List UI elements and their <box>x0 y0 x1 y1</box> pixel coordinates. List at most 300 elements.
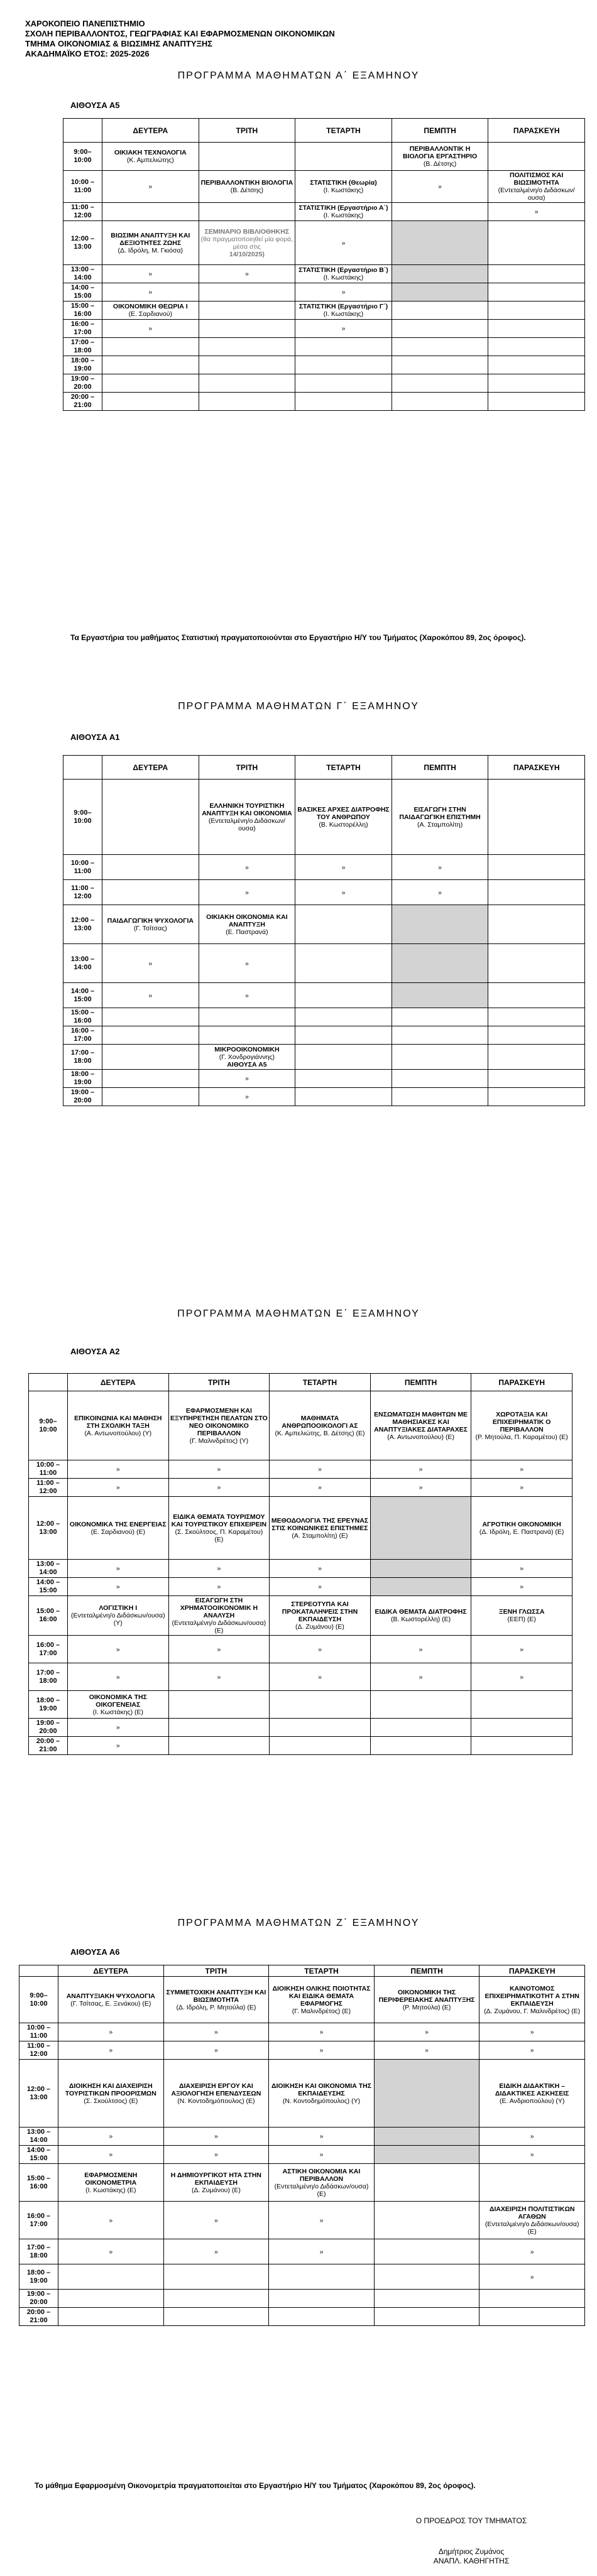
ditto-mark: » <box>419 1484 423 1491</box>
schedule-cell <box>392 1070 488 1088</box>
schedule-cell <box>269 2239 375 2264</box>
schedule-cell <box>370 1460 471 1479</box>
schedule-cell <box>102 143 199 171</box>
course-instructor: (Β. Κωστορέλλη) (Ε) <box>391 1616 451 1623</box>
time-slot: 18:00 – 19:00 <box>19 2264 58 2290</box>
time-slot-row <box>19 2264 585 2290</box>
schedule-cell <box>68 1460 169 1479</box>
schedule-cell <box>102 338 199 356</box>
time-header <box>63 756 102 780</box>
schedule-cell <box>479 2264 585 2290</box>
ditto-mark: » <box>214 2216 218 2224</box>
schedule-cell <box>102 905 199 944</box>
schedule-cell <box>488 983 585 1008</box>
course-instructor: (Γ. Τσίτσας, Ε. Ξενάκου) (Ε) <box>70 1999 151 2008</box>
course-instructor: (Δ. Ιδρόλη, Μ. Γκιόσα) <box>118 246 183 254</box>
schedule-cell <box>168 1663 270 1691</box>
schedule-cell <box>488 356 585 374</box>
time-slot-row <box>63 356 585 374</box>
schedule-cell <box>295 1008 392 1026</box>
day-header: ΤΕΤΑΡΤΗ <box>270 1374 371 1391</box>
schedule-cell <box>370 1719 471 1737</box>
schedule-table-z <box>19 1965 585 2326</box>
schedule-cell <box>168 1737 270 1755</box>
schedule-cell <box>392 171 488 203</box>
schedule-cell <box>295 302 392 320</box>
course-instructor: (Γ. Χονδρογιάννης) <box>219 1053 275 1061</box>
schedule-cell <box>392 356 488 374</box>
ditto-mark: » <box>116 1724 120 1731</box>
time-slot-row <box>63 855 585 880</box>
header-line-school: ΣΧΟΛΗ ΠΕΡΙΒΑΛΛΟΝΤΟΣ, ΓΕΩΓΡΑΦΙΑΣ ΚΑΙ ΕΦΑΡΜΟΣΜΕΝΩΝ ΟΙΚΟΝΟΜΙΚΩΝ <box>25 29 335 38</box>
schedule-cell <box>58 2308 164 2326</box>
schedule-cell <box>68 1560 169 1578</box>
schedule-cell <box>102 1045 199 1070</box>
course-instructor: (Εντεταλμένη/ο Διδάσκων/ουσα) (Ε) <box>172 1619 266 1634</box>
course-title: ΟΙΚΟΝΟΜΙΚΑ ΤΗΣ ΕΝΕΡΓΕΙΑΣ <box>69 1520 167 1528</box>
schedule-cell <box>58 2023 164 2041</box>
schedule-cell <box>370 1497 471 1560</box>
schedule-cell <box>488 1088 585 1106</box>
schedule-cell <box>488 1045 585 1070</box>
time-slot: 11:00 – 12:00 <box>63 203 102 221</box>
room-label-e: ΑΙΘΟΥΣΑ Α2 <box>70 1347 120 1356</box>
schedule-cell <box>392 905 488 944</box>
section-title-z: ΠΡΟΓΡΑΜΜΑ ΜΑΘΗΜΑΤΩΝ Ζ΄ ΕΞΑΜΗΝΟΥ <box>177 1918 420 1928</box>
time-slot: 14:00 – 15:00 <box>29 1578 68 1596</box>
course-title: ΕΦΑΡΜΟΣΜΕΝΗ ΚΑΙ ΕΞΥΠΗΡΕΤΗΣΗ ΠΕΛΑΤΩΝ ΣΤΟ ΝΕΟ ΟΙΚΟΝΟΜΙΚΟ ΠΕΡΙΒΑΛΛΟΝ <box>170 1406 268 1437</box>
course-instructor: (Εντεταλμένη/ο Διδάσκων/ουσα) (Ε) <box>274 2182 369 2198</box>
schedule-cell <box>488 944 585 983</box>
ditto-mark: » <box>341 888 346 896</box>
time-slot-row <box>29 1596 572 1636</box>
ditto-mark: » <box>217 1645 221 1653</box>
schedule-cell <box>488 1026 585 1045</box>
course-instructor: (Ε. Παστρανά) <box>226 928 268 936</box>
schedule-cell <box>374 2128 479 2146</box>
header-line-department: ΤΜΗΜΑ ΟΙΚΟΝΟΜΙΑΣ & ΒΙΩΣΙΜΗΣ ΑΝΑΠΤΥΞΗΣ <box>25 39 213 48</box>
schedule-cell <box>102 1008 199 1026</box>
ditto-mark: » <box>419 1673 423 1681</box>
time-slot-row <box>19 2308 585 2326</box>
schedule-cell <box>163 2128 269 2146</box>
schedule-cell <box>295 780 392 855</box>
course-instructor: (θα πραγματοποιηθεί μία φορά, μέσα στις <box>200 235 293 251</box>
schedule-table-c <box>63 755 585 1106</box>
ditto-mark: » <box>318 1465 322 1473</box>
schedule-cell <box>102 1026 199 1045</box>
schedule-cell <box>168 1719 270 1737</box>
schedule-cell <box>168 1560 270 1578</box>
time-slot-row <box>19 2146 585 2164</box>
schedule-cell <box>102 880 199 905</box>
ditto-mark: » <box>520 1565 524 1572</box>
course-title: ΒΑΣΙΚΕΣ ΑΡΧΕΣ ΔΙΑΤΡΟΦΗΣ ΤΟΥ ΑΝΘΡΩΠΟΥ <box>297 805 390 821</box>
ditto-mark: » <box>109 2028 113 2036</box>
schedule-cell <box>488 880 585 905</box>
schedule-cell <box>199 320 295 338</box>
schedule-cell <box>392 1008 488 1026</box>
schedule-cell <box>102 393 199 411</box>
ditto-mark: » <box>244 1075 249 1082</box>
schedule-cell <box>270 1596 371 1636</box>
course-instructor: (Ε. Σαρδιανού) (Ε) <box>90 1528 145 1536</box>
day-header: ΔΕΥΤΕΡΑ <box>102 756 199 780</box>
ditto-mark: » <box>534 208 539 215</box>
schedule-cell <box>199 1070 295 1088</box>
schedule-cell <box>295 393 392 411</box>
schedule-cell <box>295 320 392 338</box>
course-instructor: (Ε. Σαρδιανού) <box>128 310 173 318</box>
time-slot-row <box>63 880 585 905</box>
ditto-mark: » <box>244 863 249 871</box>
schedule-cell <box>168 1479 270 1497</box>
course-instructor: (Ι. Κωστάκης) (Ε) <box>92 1708 144 1716</box>
ditto-mark: » <box>148 183 153 190</box>
ditto-mark: » <box>520 1465 524 1473</box>
ditto-mark: » <box>520 1673 524 1681</box>
schedule-cell <box>270 1391 371 1460</box>
header-row <box>29 1374 572 1391</box>
ditto-mark: » <box>214 2151 218 2158</box>
ditto-mark: » <box>217 1465 221 1473</box>
course-instructor: (Ι. Κωστάκης) <box>323 274 364 281</box>
schedule-cell <box>58 2290 164 2308</box>
ditto-mark: » <box>319 2247 324 2256</box>
header-line-university: ΧΑΡΟΚΟΠΕΙΟ ΠΑΝΕΠΙΣΤΗΜΙΟ <box>25 19 145 28</box>
schedule-cell <box>392 283 488 302</box>
schedule-cell <box>479 2290 585 2308</box>
time-slot: 10:00 – 11:00 <box>63 171 102 203</box>
schedule-cell <box>295 374 392 393</box>
schedule-cell <box>392 983 488 1008</box>
time-slot-row <box>63 1070 585 1088</box>
course-title: ΠΟΛΙΤΙΣΜΟΣ ΚΑΙ ΒΙΩΣΙΜΟΤΗΤΑ <box>510 171 564 187</box>
schedule-cell <box>488 1008 585 1026</box>
time-slot: 15:00 – 16:00 <box>29 1596 68 1636</box>
schedule-cell <box>471 1737 572 1755</box>
ditto-mark: » <box>319 2151 324 2158</box>
course-instructor: (Γ. Μαλινδρέτος) (Υ) <box>189 1437 249 1445</box>
course-title: ΠΕΡΙΒΑΛΛΟΝΤΙΚΗ ΒΙΟΛΟΓΙΑ <box>200 179 293 187</box>
schedule-cell <box>102 855 199 880</box>
schedule-cell <box>295 283 392 302</box>
schedule-cell <box>270 1719 371 1737</box>
course-instructor: (Ι. Κωστάκης) (Ε) <box>85 2186 136 2194</box>
time-slot-row <box>63 983 585 1008</box>
ditto-mark: » <box>318 1565 322 1572</box>
schedule-cell <box>269 2202 375 2239</box>
course-title: ΔΙΟΙΚΗΣΗ ΚΑΙ ΟΙΚΟΝΟΜΙΑ ΤΗΣ ΕΚΠΑΙΔΕΥΣΗΣ <box>271 2082 372 2097</box>
ditto-mark: » <box>116 1465 120 1473</box>
schedule-cell <box>392 1026 488 1045</box>
course-title: ΕΛΛΗΝΙΚΗ ΤΟΥΡΙΣΤΙΚΗ ΑΝΑΠΤΥΞΗ ΚΑΙ ΟΙΚΟΝΟΜΙΑ <box>202 802 292 817</box>
time-slot-row <box>19 2202 585 2239</box>
schedule-cell <box>58 2128 164 2146</box>
schedule-cell <box>392 203 488 221</box>
ditto-mark: » <box>109 2133 113 2140</box>
time-slot: 17:00 – 18:00 <box>29 1663 68 1691</box>
schedule-cell <box>370 1737 471 1755</box>
schedule-cell <box>168 1460 270 1479</box>
time-slot: 13:00 – 14:00 <box>63 944 102 983</box>
schedule-cell <box>479 2202 585 2239</box>
schedule-cell <box>374 2060 479 2128</box>
schedule-cell <box>392 1045 488 1070</box>
schedule-cell <box>488 143 585 171</box>
schedule-cell <box>488 265 585 283</box>
time-header <box>63 119 102 143</box>
ditto-mark: » <box>148 270 153 278</box>
schedule-cell <box>479 2239 585 2264</box>
course-title: ΔΙΟΙΚΗΣΗ ΟΛΙΚΗΣ ΠΟΙΟΤΗΤΑΣ ΚΑΙ ΕΙΔΙΚΑ ΘΕΜΑΤΑ ΕΦΑΡΜΟΓΗΣ <box>272 1984 371 2008</box>
schedule-cell <box>471 1479 572 1497</box>
ditto-mark: » <box>244 959 249 967</box>
course-instructor: (Εντεταλμένη/ο Διδάσκων/ουσα) (Υ) <box>70 1612 165 1627</box>
schedule-cell <box>374 1977 479 2023</box>
schedule-cell <box>163 2023 269 2041</box>
schedule-cell <box>295 143 392 171</box>
time-slot-row <box>63 1045 585 1070</box>
course-instructor: (Γ. Μαλινδρέτος) (Ε) <box>292 2007 351 2015</box>
schedule-cell <box>374 2239 479 2264</box>
schedule-cell <box>295 983 392 1008</box>
schedule-cell <box>295 944 392 983</box>
course-title: ΠΕΡΙΒΑΛΛΟΝΤΙΚ Η ΒΙΟΛΟΓΙΑ ΕΡΓΑΣΤΗΡΙΟ <box>403 145 478 160</box>
ditto-mark: » <box>148 991 153 999</box>
schedule-cell <box>374 2146 479 2164</box>
course-date: 14/10/2025) <box>229 250 265 258</box>
ditto-mark: » <box>244 888 249 896</box>
ditto-mark: » <box>319 2028 324 2036</box>
time-slot-row <box>29 1560 572 1578</box>
schedule-cell <box>295 221 392 265</box>
schedule-cell <box>488 780 585 855</box>
course-title: ΟΙΚΟΝΟΜΙΚΗ ΘΕΩΡΙΑ Ι <box>112 303 188 310</box>
schedule-cell <box>392 302 488 320</box>
course-instructor: (Ρ. Μητούλα, Π. Καραμέτου) (Ε) <box>475 1433 568 1441</box>
ditto-mark: » <box>217 1583 221 1590</box>
schedule-cell <box>102 356 199 374</box>
course-title: Η ΔΗΜΙΟΥΡΓΙΚΟΤ ΗΤΑ ΣΤΗΝ ΕΚΠΑΙΔΕΥΣΗ <box>170 2171 261 2187</box>
ditto-mark: » <box>341 288 346 296</box>
course-title: ΔΙΑΧΕΙΡΙΣΗ ΠΟΛΙΤΙΣΤΙΚΩΝ ΑΓΑΘΩΝ <box>489 2205 575 2220</box>
schedule-cell <box>199 356 295 374</box>
schedule-cell <box>199 905 295 944</box>
university-header <box>25 19 335 59</box>
schedule-cell <box>168 1391 270 1460</box>
header-row <box>63 756 585 780</box>
day-header: ΠΕΜΠΤΗ <box>370 1374 471 1391</box>
ditto-mark: » <box>214 2247 218 2256</box>
time-slot: 18:00 – 19:00 <box>63 356 102 374</box>
schedule-cell <box>295 1045 392 1070</box>
time-slot: 13:00 – 14:00 <box>63 265 102 283</box>
time-slot-row <box>63 374 585 393</box>
schedule-cell <box>488 283 585 302</box>
schedule-cell <box>163 2290 269 2308</box>
time-slot-row <box>29 1497 572 1560</box>
schedule-cell <box>199 265 295 283</box>
time-slot: 15:00 – 16:00 <box>63 302 102 320</box>
course-title: ΑΝΑΠΤΥΞΙΑΚΗ ΨΥΧΟΛΟΓΙΑ <box>66 1992 155 2000</box>
ditto-mark: » <box>319 2216 324 2224</box>
time-slot-row <box>63 203 585 221</box>
schedule-cell <box>163 2041 269 2060</box>
course-instructor: (Σ. Σκούλτσος, Π. Καραμέτου) (Ε) <box>175 1528 263 1543</box>
schedule-cell <box>68 1479 169 1497</box>
ditto-mark: » <box>419 1465 423 1473</box>
schedule-cell <box>199 983 295 1008</box>
time-slot: 16:00 – 17:00 <box>29 1636 68 1663</box>
course-title: ΕΠΙΚΟΙΝΩΝΙΑ ΚΑΙ ΜΑΘΗΣΗ ΣΤΗ ΣΧΟΛΙΚΗ ΤΑΞΗ <box>74 1414 162 1430</box>
schedule-cell <box>488 320 585 338</box>
time-slot: 14:00 – 15:00 <box>63 983 102 1008</box>
time-slot-row <box>63 283 585 302</box>
course-title: ΠΑΙΔΑΓΩΓΙΚΗ ΨΥΧΟΛΟΓΙΑ <box>107 916 194 925</box>
schedule-cell <box>370 1578 471 1596</box>
time-slot: 17:00 – 18:00 <box>19 2239 58 2264</box>
schedule-cell <box>68 1497 169 1560</box>
schedule-cell <box>488 393 585 411</box>
course-instructor: (Α. Αντωνοπούλου) (Ε) <box>387 1433 454 1441</box>
schedule-cell <box>269 2164 375 2202</box>
schedule-cell <box>471 1391 572 1460</box>
schedule-cell <box>68 1596 169 1636</box>
day-header: ΔΕΥΤΕΡΑ <box>102 119 199 143</box>
schedule-cell <box>374 2023 479 2041</box>
course-title: ΛΟΓΙΣΤΙΚΗ Ι <box>99 1604 138 1612</box>
time-slot: 14:00 – 15:00 <box>19 2146 58 2164</box>
course-title: ΔΙΟΙΚΗΣΗ ΚΑΙ ΔΙΑΧΕΙΡΙΣΗ ΤΟΥΡΙΣΤΙΚΩΝ ΠΡΟΟΡΙΣΜΩΝ <box>65 2082 156 2097</box>
time-slot-row <box>19 2290 585 2308</box>
signature-title: ΑΝΑΠΛ. ΚΑΘΗΓΗΤΗΣ <box>433 2557 510 2565</box>
schedule-cell <box>488 905 585 944</box>
schedule-cell <box>270 1479 371 1497</box>
course-instructor: (Δ. Ιδρόλη, Ρ. Μητούλα) (Ε) <box>176 2003 256 2011</box>
schedule-cell <box>68 1663 169 1691</box>
schedule-cell <box>168 1596 270 1636</box>
course-title: ΣΤΕΡΕΟΤΥΠΑ ΚΑΙ ΠΡΟΚΑΤΑΛΗΨΕΙΣ ΣΤΗΝ ΕΚΠΑΙΔΕΥΣΗ <box>282 1600 358 1623</box>
day-header: ΤΕΤΑΡΤΗ <box>295 756 392 780</box>
schedule-cell <box>488 221 585 265</box>
ditto-mark: » <box>148 959 153 967</box>
ditto-mark: » <box>438 183 442 190</box>
ditto-mark: » <box>425 2028 429 2036</box>
schedule-cell <box>374 2041 479 2060</box>
schedule-cell <box>295 338 392 356</box>
time-slot-row <box>63 1088 585 1106</box>
ditto-mark: » <box>148 288 153 296</box>
schedule-cell <box>370 1636 471 1663</box>
time-slot: 16:00 – 17:00 <box>19 2202 58 2239</box>
course-instructor: (Κ. Αμπελιώτης, Β. Δέτσης) (Ε) <box>275 1429 365 1437</box>
time-slot-row <box>19 2023 585 2041</box>
time-slot-row <box>19 2060 585 2128</box>
day-header: ΠΕΜΠΤΗ <box>392 119 488 143</box>
course-title: ΟΙΚΟΝΟΜΙΚΗ ΤΗΣ ΠΕΡΙΦΕΡΕΙΑΚΗΣ ΑΝΑΠΤΥΞΗΣ <box>378 1988 475 2004</box>
schedule-cell <box>471 1719 572 1737</box>
ditto-mark: » <box>217 1565 221 1572</box>
schedule-table-a <box>63 118 585 411</box>
header-row <box>19 1965 585 1977</box>
ditto-mark: » <box>318 1484 322 1491</box>
schedule-cell <box>102 983 199 1008</box>
schedule-cell <box>392 855 488 880</box>
time-slot: 12:00 – 13:00 <box>29 1497 68 1560</box>
ditto-mark: » <box>341 863 346 871</box>
course-title: ΚΑΙΝΟΤΟΜΟΣ ΕΠΙΧΕΙΡΗΜΑΤΙΚΟΤΗΤ Α ΣΤΗΝ ΕΚΠΑΙΔΕΥΣΗ <box>485 1984 579 2008</box>
schedule-cell <box>295 356 392 374</box>
schedule-cell <box>270 1460 371 1479</box>
time-slot-row <box>29 1737 572 1755</box>
schedule-cell <box>269 2146 375 2164</box>
time-slot: 10:00 – 11:00 <box>19 2023 58 2041</box>
time-slot-row <box>29 1719 572 1737</box>
schedule-cell <box>370 1560 471 1578</box>
ditto-mark: » <box>319 2046 324 2054</box>
schedule-cell <box>488 374 585 393</box>
schedule-cell <box>295 265 392 283</box>
schedule-cell <box>68 1691 169 1719</box>
time-slot-row <box>29 1479 572 1497</box>
schedule-cell <box>168 1497 270 1560</box>
schedule-cell <box>471 1596 572 1636</box>
course-instructor: (ΕΕΠ) (Ε) <box>507 1616 536 1623</box>
day-header: ΤΕΤΑΡΤΗ <box>269 1965 375 1977</box>
course-instructor: (Ρ. Μητούλα) (Ε) <box>402 2003 451 2011</box>
schedule-cell <box>199 302 295 320</box>
schedule-cell <box>488 1070 585 1088</box>
schedule-cell <box>168 1691 270 1719</box>
course-instructor: (Ι. Κωστάκης) <box>323 187 364 194</box>
schedule-cell <box>102 1070 199 1088</box>
schedule-cell <box>295 203 392 221</box>
signature-role: Ο ΠΡΟΕΔΡΟΣ ΤΟΥ ΤΜΗΜΑΤΟΣ <box>415 2516 527 2525</box>
day-header: ΔΕΥΤΕΡΑ <box>68 1374 169 1391</box>
ditto-mark: » <box>341 239 346 247</box>
ditto-mark: » <box>244 991 249 999</box>
time-header <box>29 1374 68 1391</box>
course-instructor: (Α. Σταμπολίτη) <box>417 820 463 829</box>
time-slot-row <box>29 1691 572 1719</box>
ditto-mark: » <box>116 1742 120 1749</box>
schedule-cell <box>199 1008 295 1026</box>
time-slot: 12:00 – 13:00 <box>63 221 102 265</box>
ditto-mark: » <box>319 2133 324 2140</box>
schedule-cell <box>392 374 488 393</box>
schedule-cell <box>392 143 488 171</box>
course-title: ΕΙΔΙΚΑ ΘΕΜΑΤΑ ΔΙΑΤΡΟΦΗΣ <box>375 1608 467 1616</box>
schedule-cell <box>168 1578 270 1596</box>
time-slot-row <box>19 2128 585 2146</box>
day-header: ΤΡΙΤΗ <box>199 756 295 780</box>
schedule-cell <box>102 283 199 302</box>
course-title: ΜΑΘΗΜΑΤΑ ΑΝΘΡΩΠΟΟΙΚΟΛΟΓΙ ΑΣ <box>282 1414 358 1430</box>
time-slot: 15:00 – 16:00 <box>63 1008 102 1026</box>
course-title: ΒΙΩΣΙΜΗ ΑΝΑΠΤΥΞΗ ΚΑΙ ΔΕΞΙΟΤΗΤΕΣ ΖΩΗΣ <box>111 231 190 247</box>
course-instructor: (Ι. Κωστάκης) <box>323 310 364 318</box>
schedule-cell <box>199 338 295 356</box>
course-room: ΑΙΘΟΥΣΑ Α5 <box>227 1060 267 1068</box>
schedule-cell <box>199 203 295 221</box>
schedule-cell <box>163 2239 269 2264</box>
day-header: ΠΕΜΠΤΗ <box>374 1965 479 1977</box>
time-slot-row <box>63 143 585 171</box>
schedule-cell <box>199 221 295 265</box>
time-slot: 11:00 – 12:00 <box>29 1479 68 1497</box>
ditto-mark: » <box>214 2133 218 2140</box>
